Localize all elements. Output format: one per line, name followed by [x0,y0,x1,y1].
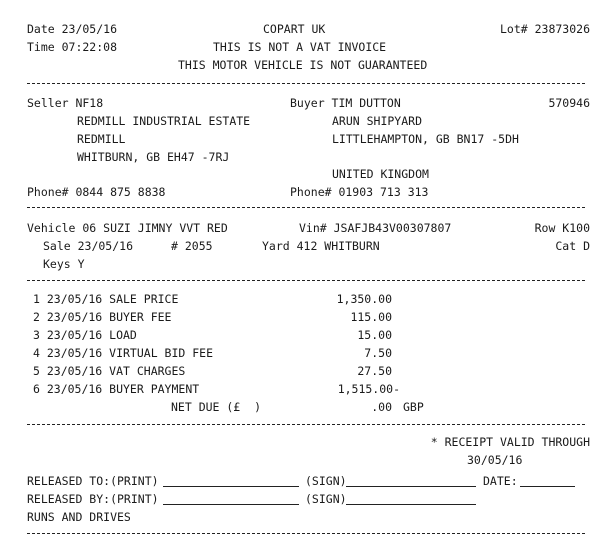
released-to-sign-line[interactable] [346,486,476,487]
net-due-currency: GBP [403,400,424,414]
seller-address-line: REDMILL INDUSTRIAL ESTATE [77,114,251,128]
keys-status: Keys Y [43,257,85,271]
divider [27,280,585,281]
receipt-valid-label: * RECEIPT VALID THROUGH [430,435,590,449]
date-label: DATE: [483,474,518,488]
charge-amount: 27.50 [357,364,392,378]
seller-label: Seller NF18 [27,96,104,110]
divider [27,533,585,534]
guarantee-notice: THIS MOTOR VEHICLE IS NOT GUARANTEED [178,58,428,72]
buyer-id: 570946 [548,96,590,110]
charge-line: 4 23/05/16 VIRTUAL BID FEE [33,346,214,360]
charge-amount: 1,350.00 [336,292,392,306]
charge-line: 5 23/05/16 VAT CHARGES [33,364,186,378]
buyer-phone: Phone# 01903 713 313 [290,185,429,199]
seller-phone: Phone# 0844 875 8838 [27,185,166,199]
released-to-print-line[interactable] [163,486,299,487]
yard: Yard 412 WHITBURN [262,239,380,253]
released-by-sign-line[interactable] [346,504,476,505]
charge-line: 3 23/05/16 LOAD [33,328,137,342]
divider [27,424,585,425]
buyer-address-line: ARUN SHIPYARD [332,114,423,128]
receipt-time: Time 07:22:08 [27,40,118,54]
divider [27,207,585,208]
charge-amount: 1,515.00- [337,382,400,396]
charge-amount: 7.50 [364,346,392,360]
charge-line: 6 23/05/16 BUYER PAYMENT [33,382,200,396]
buyer-country: UNITED KINGDOM [332,167,429,181]
divider [27,83,585,84]
company-name: COPART UK [263,22,326,36]
released-to-label: RELEASED TO:(PRINT) [27,474,159,488]
sale-number: # 2055 [171,239,213,253]
released-to-sign-label: (SIGN) [305,474,347,488]
vat-notice: THIS IS NOT A VAT INVOICE [213,40,387,54]
sale-date: Sale 23/05/16 [43,239,134,253]
vehicle-row: Row K100 [534,221,590,235]
vehicle-category: Cat D [555,239,590,253]
released-by-sign-label: (SIGN) [305,492,347,506]
seller-address-line: WHITBURN, GB EH47 -7RJ [77,150,230,164]
buyer-address-line: LITTLEHAMPTON, GB BN17 -5DH [332,132,519,146]
charge-line: 2 23/05/16 BUYER FEE [33,310,172,324]
lot-number: Lot# 23873026 [499,22,590,36]
seller-address-line: REDMILL [77,132,126,146]
receipt-valid-date: 30/05/16 [467,453,523,467]
released-by-print-line[interactable] [163,504,299,505]
receipt-date: Date 23/05/16 [27,22,118,36]
released-by-label: RELEASED BY:(PRINT) [27,492,159,506]
net-due-label: NET DUE (£ ) [171,400,262,414]
charge-line: 1 23/05/16 SALE PRICE [33,292,179,306]
release-date-line[interactable] [520,486,575,487]
buyer-label: Buyer TIM DUTTON [290,96,401,110]
vehicle-vin: Vin# JSAFJB43V00307807 [299,221,452,235]
net-due-amount: .00 [371,400,392,414]
vehicle-description: Vehicle 06 SUZI JIMNY VVT RED [27,221,228,235]
charge-amount: 115.00 [350,310,392,324]
charge-amount: 15.00 [357,328,392,342]
vehicle-note: RUNS AND DRIVES [27,510,131,524]
